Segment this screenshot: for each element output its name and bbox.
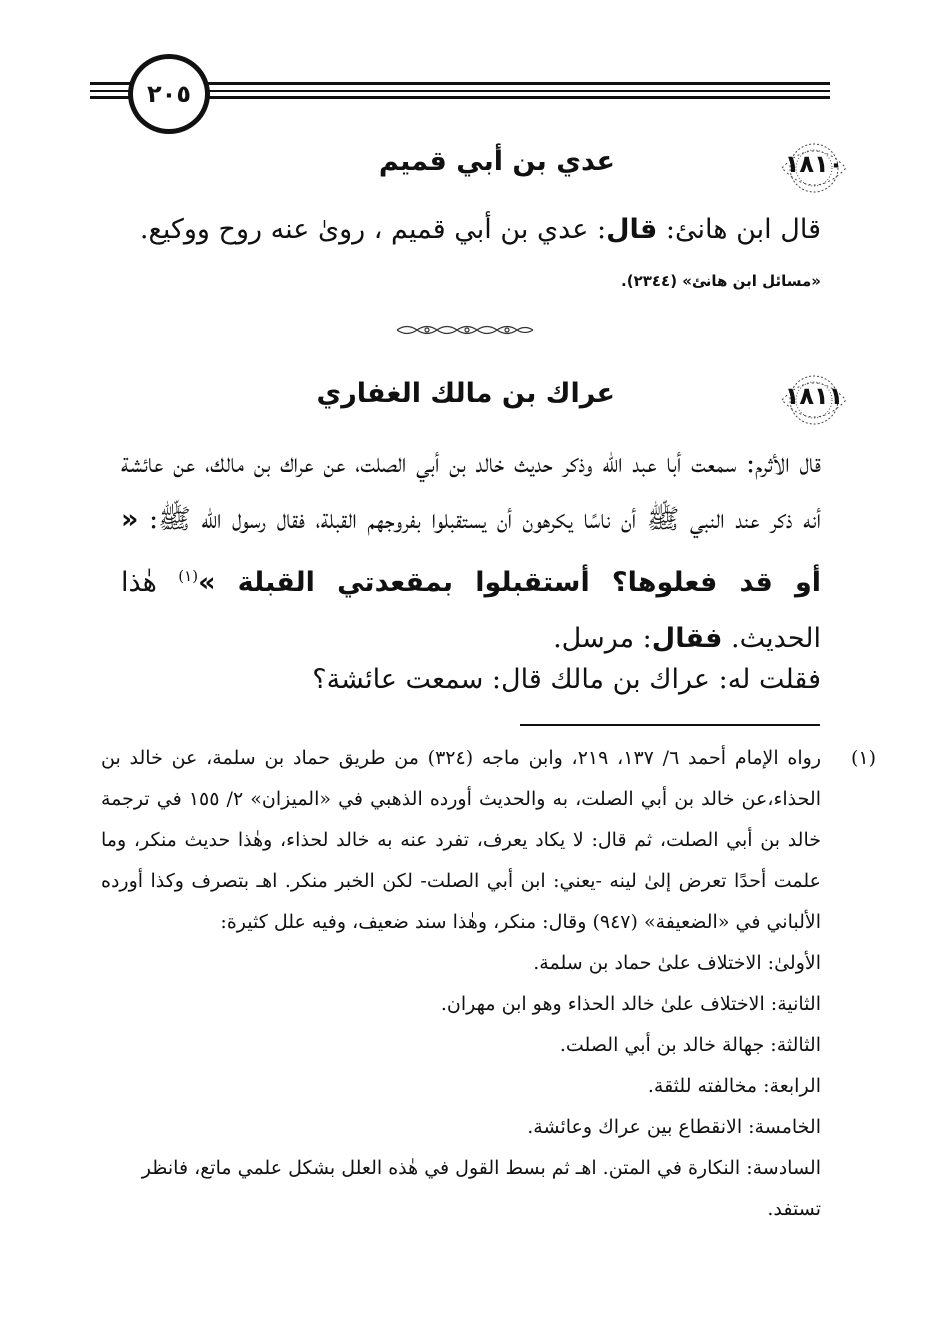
entry-text: قال الأثرم: سمعت أبا عبد الله وذكر حديث خالد بن أبي الصلت، عن عراك بن مالك، عن عائشة أنه ذكر عند النبي ﷺ أن ناسًا يكرهون أن يستقبلوا بفروجهم القبلة، فقال رسول الله ﷺ: « أو قد فعلوها؟ أستقبلوا بمقعدتي القبلة »$^{(١)}$ هٰذا الحديث. فقال: مرسل. (121, 448, 821, 654)
rosette-medallion-icon (777, 372, 851, 428)
entry-title: عدي بن أبي قميم (378, 146, 615, 177)
page-number: ٢٠٥ (128, 54, 210, 134)
footnote-marker: (١) (850, 747, 876, 769)
rosette-medallion-icon (777, 140, 851, 196)
footnote-body: رواه الإمام أحمد ٦/ ١٣٧، ٢١٩، وابن ماجه (٣٢٤) من طريق حماد بن سلمة، عن خالد بن الحذاء،عن خالد بن أبي الصلت، به والحديث أورده الذهبي في «الميزان» ٢/ ١٥٥ في ترجمة خالد بن أبي الصلت، ثم قال: لا يكاد يعرف، تفرد عنه به خالد لحذاء، وهٰذا حديث منكر، وما علمت أحدًا تعرض إلىٰ لينه -يعني: ابن أبي الصلت- لكن الخبر منكر. اهـ بتصرف وكذا أورده الألباني في «الضعيفة» (٩٤٧) وقال: منكر، وهٰذا سند ضعيف، وفيه علل كثيرة: (101, 747, 822, 933)
footnote-separator (520, 724, 820, 726)
footnote-list-item: الخامسة: الانقطاع بين عراك وعائشة. (527, 1116, 821, 1138)
entry-number: ١٨١١ (784, 382, 844, 410)
entry-heading-1810 (90, 140, 851, 200)
page-header (90, 52, 830, 132)
footnote-list-item: الأولىٰ: الاختلاف علىٰ حماد بن سلمة. (533, 952, 821, 974)
decorative-divider-icon (395, 322, 535, 336)
entry-number: ١٨١٠ (784, 150, 844, 178)
source-citation: «مسائل ابن هانئ» (٢٣٤٤). (621, 272, 821, 290)
entry-heading-1811 (90, 372, 851, 432)
entry-text: فقلت له: عراك بن مالك قال: سمعت عائشة؟ (312, 664, 821, 695)
entry-text: قال ابن هانئ: قال: عدي بن أبي قميم ، روىٰ عنه روح ووكيع. (139, 214, 821, 245)
entry-title: عراك بن مالك الغفاري (316, 378, 615, 409)
footnote (101, 738, 876, 1230)
footnote-list-item: السادسة: النكارة في المتن. اهـ ثم بسط القول في هٰذه العلل بشكل علمي ماتع، فانظر تستفد. (141, 1157, 821, 1220)
footnote-list-item: الرابعة: مخالفته للثقة. (647, 1075, 821, 1097)
footnote-list-item: الثالثة: جهالة خالد بن أبي الصلت. (559, 1034, 821, 1056)
footnote-reference: (١) (178, 567, 199, 585)
footnote-list-item: الثانية: الاختلاف علىٰ خالد الحذاء وهو ابن مهران. (440, 993, 821, 1015)
